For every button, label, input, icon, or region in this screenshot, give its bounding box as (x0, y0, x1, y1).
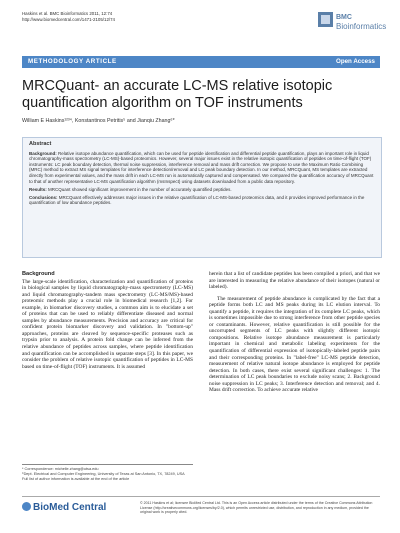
abstract-box (22, 137, 382, 258)
author-info-note: Full list of author information is available at the end of the article (22, 476, 130, 481)
publisher-name: BioMed Central (33, 502, 107, 513)
section-heading-background: Background (22, 271, 55, 277)
citation-line: Haskins et al. BMC Bioinformatics 2011, 12:74 (22, 11, 113, 16)
abstract-heading: Abstract (29, 141, 52, 147)
right-column (209, 271, 380, 394)
article-title: MRCQuant- an accurate LC-MS relative isotopic quantification algorithm on TOF instruments (22, 78, 333, 111)
affiliation-note: ⁶Dept. Electrical and Computer Engineering, University of Texas at San Antonio, TX, 78249, USA (22, 471, 185, 476)
left-column (22, 271, 193, 370)
abstract-results (29, 187, 375, 193)
author-list: William E Haskins¹²³⁴, Konstantinos Petritis⁵ and Jianqiu Zhang⁶* (22, 118, 175, 124)
page-footer (22, 496, 380, 517)
copyright-notice: © 2011 Haskins et al; licensee BioMed Central Ltd. This is an Open Access article distributed under the terms of the Creative Commons Attribution License (http://creativecommons.org/licenses/by/2.0), which permits unrestricted use, distribution, and reproduction in any medium, provided the original work is properly cited. (140, 501, 373, 514)
footnotes (22, 464, 193, 482)
label: Conclusions: (29, 194, 58, 200)
correspondence-note: * Correspondence: michelle.zhang@utsa.edu (22, 467, 99, 471)
body-paragraph: herein that a list of candidate peptides has been compiled a priori, and that we are interested in measuring the relative abundance of their isotopes (natural or labeled). (209, 271, 380, 291)
journal-logo-icon (318, 12, 333, 27)
article-type: METHODOLOGY ARTICLE (28, 58, 117, 65)
citation-header (22, 11, 115, 22)
article-type-banner (22, 56, 380, 68)
abstract-conclusions (29, 195, 375, 206)
label: Results: (29, 186, 47, 192)
publisher-logo (22, 502, 106, 513)
publisher-logo-icon (22, 502, 31, 511)
abstract-background (29, 151, 375, 185)
journal-name: Bioinformatics (336, 22, 387, 31)
label: Background: (29, 150, 57, 156)
journal-brand: BMC (336, 14, 352, 21)
body-paragraph: The measurement of peptide abundance is complicated by the fact that a peptide forms both LC and MS peaks during its LC elution interval. To quantify a peptide, it requires the integration of its complete LC peaks, which is sometimes impossible due to strong interference from other peptide species or contaminants. However, relative quantification is still possible for the uncorrupted segments of LC peaks with slightly different isotopic compositions. Relative isotope abundance measurement is particularly important in chemical and metabolic labeling experiments for the quantification of differential expression of isotopically-labeled peptide pairs and their corresponding proteins. In "label-free" LC-MS peptide detection, measurement of relative natural isotope abundance is employed for peptide detection. In both cases, there exist several significant challenges: 1. The determination of LC peak boundaries to exclude noisy scans; 2. Background noise suppression in LC peaks; 3. Interference detection and removal; and 4. Mass drift correction. To achieve accurate relative (209, 295, 380, 394)
citation-url[interactable]: http://www.biomedcentral.com/1471-2105/12/74 (22, 16, 115, 22)
text: Relative isotope abundance quantification, which can be used for peptide identification and differential peptide quantification, plays an important role in liquid chromatography-mass spectrometry (LC-MS)-based proteomics. However, several major issues exist in the relative isotopic quantification of peptides on time-of-flight (TOF) instruments: LC peak boundary detection, thermal noise suppression, interference removal and mass drift correction. We propose to use the Maximum Ratio Combining (MRC) method to extract MS signal templates for interference detection/removal and LC peak boundary detection. In our method, MRCQuant, MS templates are extracted directly from experimental values, and the mass drift in each LC-MS run is automatically captured and compensated. We compared the quantification accuracy of MRCQuant to that of another representative LC-MS quantification algorithm (msInspect) using datasets downloaded from a public data repository. (29, 150, 374, 184)
text: MRCQuant effectively addresses major issues in the relative quantification of LC-MS-based proteomics data, and it provides improved performance in the quantification of low abundance peptides. (29, 194, 365, 206)
text: MRCQuant showed significant improvement in the number of accurately quantified peptides. (48, 186, 232, 192)
body-paragraph: The large-scale identification, characterization and quantification of proteins in biological samples by liquid chromatography-mass spectrometry (LC-MS) and liquid chromatography-tandem mass spectrometry (LC-MS/MS)-based proteomic methods play a crucial role in biomedical research [1,2]. For example, in biomarker discovery studies, a common aim is to elucidate a set of proteins that can be used to reliably differentiate diseased and normal samples by abundance measurements. Precision and accuracy are critical for confident protein biomarker discovery and validation. In "bottom-up" approaches, proteins are cleaved by sequence-specific proteases such as trypsin prior to analysis. A protein fold change can be inferred from the relative abundance of peptides across samples, where peptide identification and quantification can be accomplished in separate steps [3]. In this paper, we consider the problem of relative isotopic quantification of peptides in LC-MS based on time-of-flight (TOF) instruments. It is assumed (22, 278, 193, 370)
journal-logo (318, 10, 387, 36)
open-access-label: Open Access (336, 58, 375, 65)
